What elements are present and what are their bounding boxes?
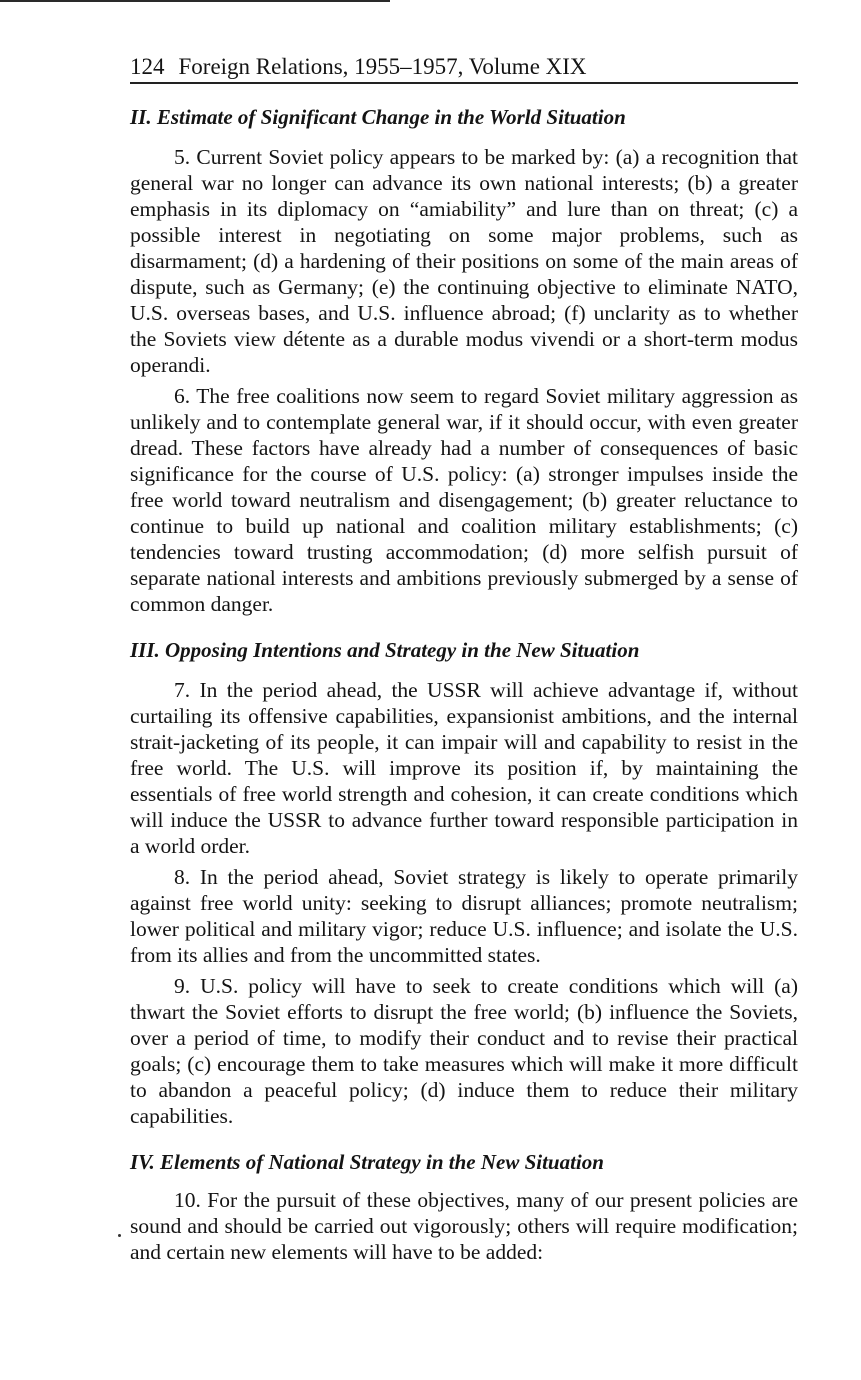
paragraph-9: 9. U.S. policy will have to seek to create conditions which will (a) thwart the Soviet efforts to disrupt the free world; (b) influence the Soviets, over a period of time, to modify their conduct and to revise their practical goals; (c) encourage them to take measures which will make it more difficult to abandon a peaceful policy; (d) induce them to reduce their military capabilities. (130, 974, 798, 1128)
section-heading-iv: IV. Elements of National Strategy in the New Situation (130, 1150, 604, 1174)
running-header (130, 52, 798, 84)
paragraph-10: 10. For the pursuit of these objectives, many of our present policies are sound and should be carried out vigorously; others will require modification; and certain new elements will have to be added: (130, 1188, 798, 1264)
page-number: 124 (130, 54, 165, 79)
section-heading-iii: III. Opposing Intentions and Strategy in the New Situation (130, 638, 640, 662)
paragraph-8: 8. In the period ahead, Soviet strategy is likely to operate primarily against free world unity: seeking to disrupt alliances; promote neutralism; lower political and military vigor; reduce U.S. influence; and isolate the U.S. from its allies and from the uncommitted states. (130, 865, 798, 967)
paragraph-6: 6. The free coalitions now seem to regard Soviet military aggression as unlikely and to contemplate general war, if it should occur, with even greater dread. These factors have already had a number of consequences of basic significance for the course of U.S. policy: (a) stronger impulses inside the free world toward neutralism and disengagement; (b) greater reluctance to continue to build up national and coalition military establishments; (c) tendencies toward trusting accommodation; (d) more selfish pursuit of separate national interests and ambitions previously submerged by a sense of common danger. (130, 384, 798, 616)
running-title: Foreign Relations, 1955–1957, Volume XIX (178, 54, 587, 79)
document-page (130, 52, 798, 1265)
page-top-edge (0, 0, 390, 2)
section-heading-ii: II. Estimate of Significant Change in the World Situation (130, 105, 626, 129)
margin-mark (118, 1234, 121, 1237)
paragraph-7: 7. In the period ahead, the USSR will achieve advantage if, without curtailing its offensive capabilities, expansionist ambitions, and the internal strait-jacketing of its people, it can impair will and capability to resist in the free world. The U.S. will improve its position if, by maintaining the essentials of free world strength and cohesion, it can create conditions which will induce the USSR to advance further toward responsible participation in a world order. (130, 678, 798, 858)
paragraph-5: 5. Current Soviet policy appears to be marked by: (a) a recognition that general war no longer can advance its own national interests; (b) a greater emphasis in its diplomacy on “amiability” and lure than on threat; (c) a possible interest in negotiating on some major problems, such as disarmament; (d) a hardening of their positions on some of the main areas of dispute, such as Germany; (e) the continuing objective to eliminate NATO, U.S. overseas bases, and U.S. influence abroad; (f) unclarity as to whether the Soviets view détente as a durable modus vivendi or a short-term modus operandi. (130, 145, 798, 377)
